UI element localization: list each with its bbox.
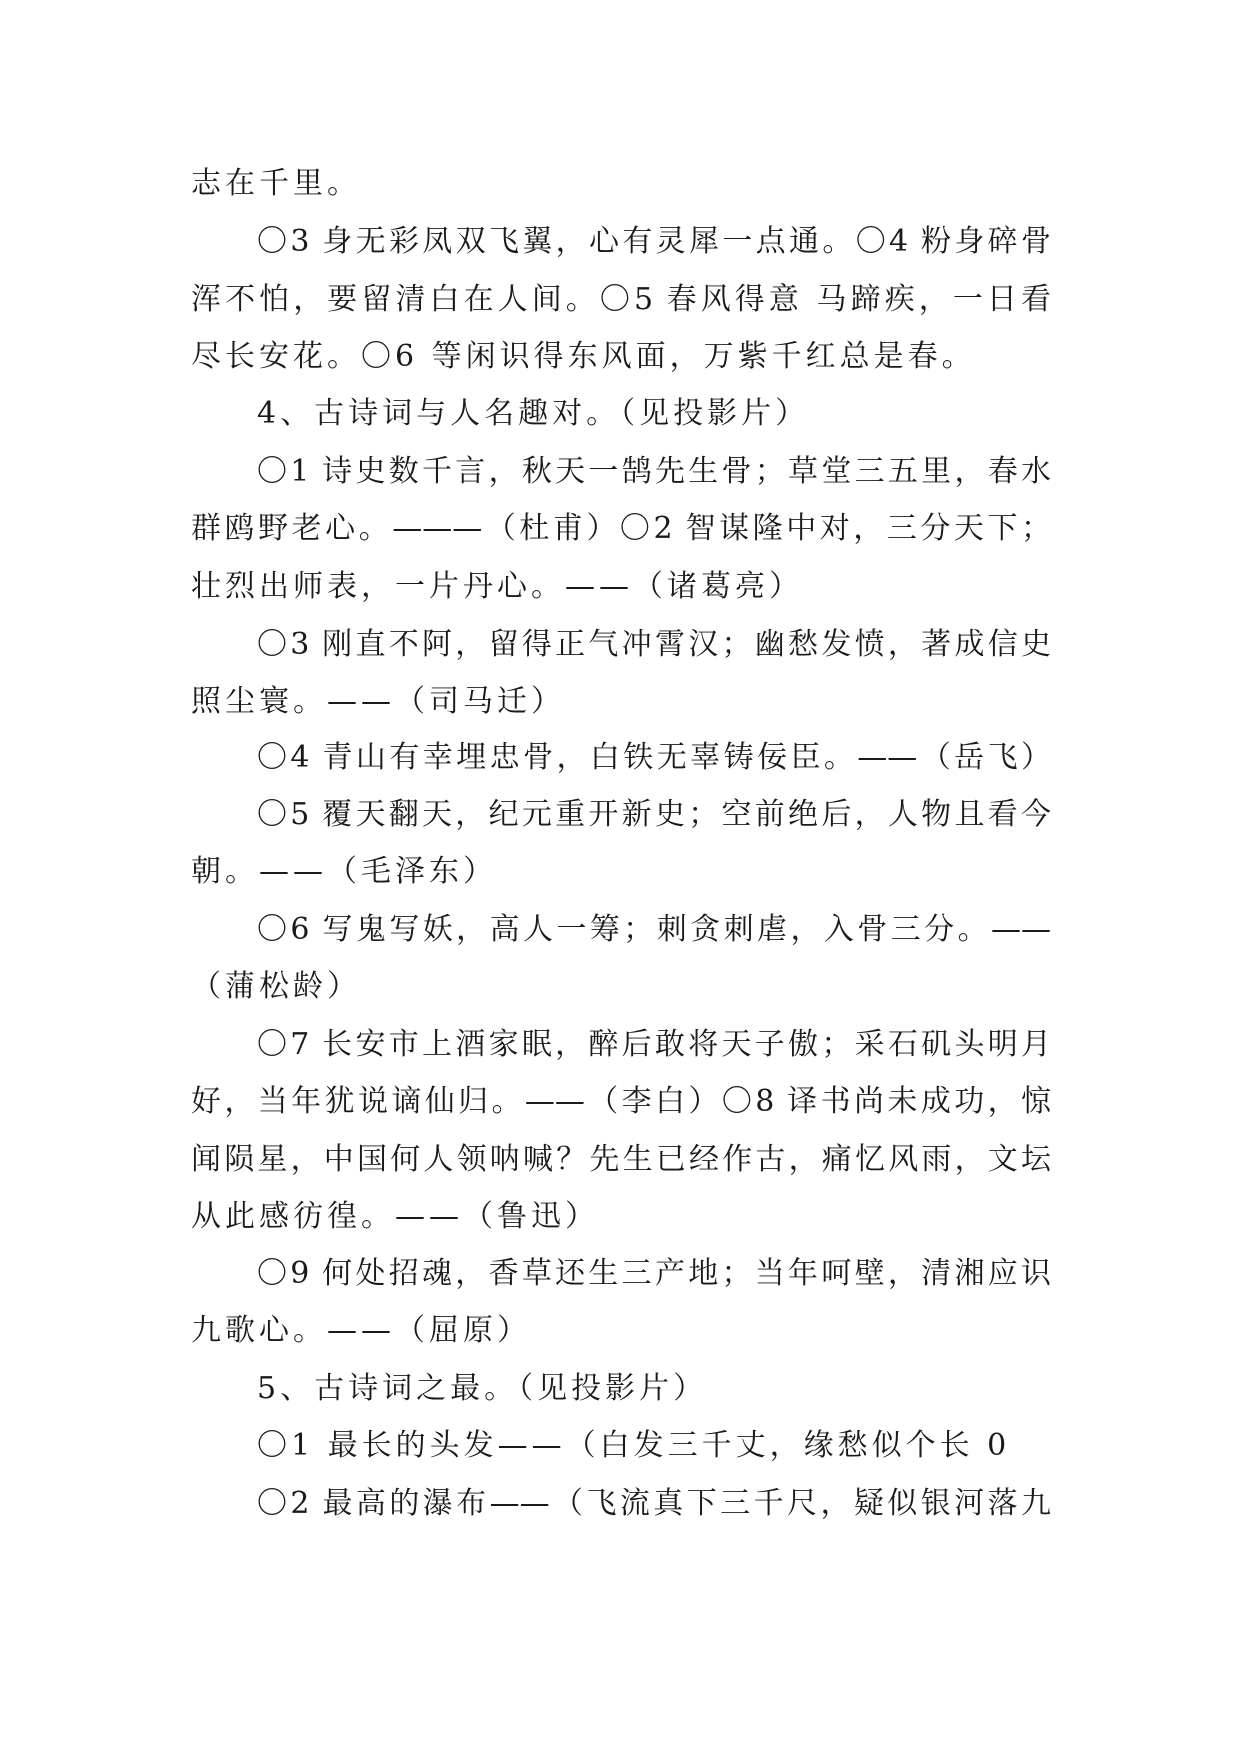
text-line: 九歌心。——（屈原） — [191, 1313, 531, 1348]
text-line: 〇9 何处招魂，香草还生三产地；当年呵壁，清湘应识 — [257, 1256, 1051, 1291]
section-heading: 5、古诗词之最。（见投影片） — [257, 1371, 708, 1406]
text-line: 照尘寰。——（司马迁） — [191, 684, 565, 719]
section-heading: 4、古诗词与人名趣对。（见投影片） — [257, 396, 810, 431]
text-line: 从此感彷徨。——（鲁迅） — [191, 1199, 599, 1234]
text-line: 尽长安花。〇6 等闲识得东风面，万紫千红总是春。 — [191, 339, 976, 374]
text-line: 〇3 刚直不阿，留得正气冲霄汉；幽愁发愤，著成信史 — [257, 627, 1051, 662]
text-line: 〇4 青山有幸埋忠骨，白铁无辜铸佞臣。——（岳飞） — [257, 740, 1051, 775]
text-line: 〇7 长安市上酒家眠，醉后敢将天子傲；采石矶头明月 — [257, 1027, 1051, 1062]
text-line: （蒲松龄） — [191, 969, 361, 1004]
text-line: 志在千里。 — [191, 166, 361, 201]
text-line: 〇3 身无彩凤双飞翼，心有灵犀一点通。〇4 粉身碎骨 — [257, 224, 1051, 259]
text-line: 闻陨星，中国何人领呐喊？先生已经作古，痛忆风雨，文坛 — [191, 1142, 1051, 1177]
text-line: 壮烈出师表，一片丹心。——（诸葛亮） — [191, 569, 803, 604]
text-line: 好，当年犹说谪仙归。——（李白）〇8 译书尚未成功，惊 — [191, 1084, 1051, 1119]
text-line: 〇5 覆天翻天，纪元重开新史；空前绝后，人物且看今 — [257, 797, 1051, 832]
text-line: 朝。——（毛泽东） — [191, 854, 497, 889]
text-line: 群鸥野老心。———（杜甫）〇2 智谋隆中对，三分天下； — [191, 511, 1051, 546]
text-line: 浑不怕，要留清白在人间。〇5 春风得意 马蹄疾，一日看 — [191, 282, 1051, 317]
text-line: 〇6 写鬼写妖，高人一筹；刺贪刺虐，入骨三分。—— — [257, 912, 1051, 947]
text-line: 〇1 诗史数千言，秋天一鹄先生骨；草堂三五里，春水 — [257, 454, 1051, 489]
text-line: 〇2 最高的瀑布——（飞流真下三千尺，疑似银河落九 — [257, 1486, 1051, 1521]
text-line: 〇1 最长的头发——（白发三千丈，缘愁似个长 0 — [257, 1428, 1011, 1463]
